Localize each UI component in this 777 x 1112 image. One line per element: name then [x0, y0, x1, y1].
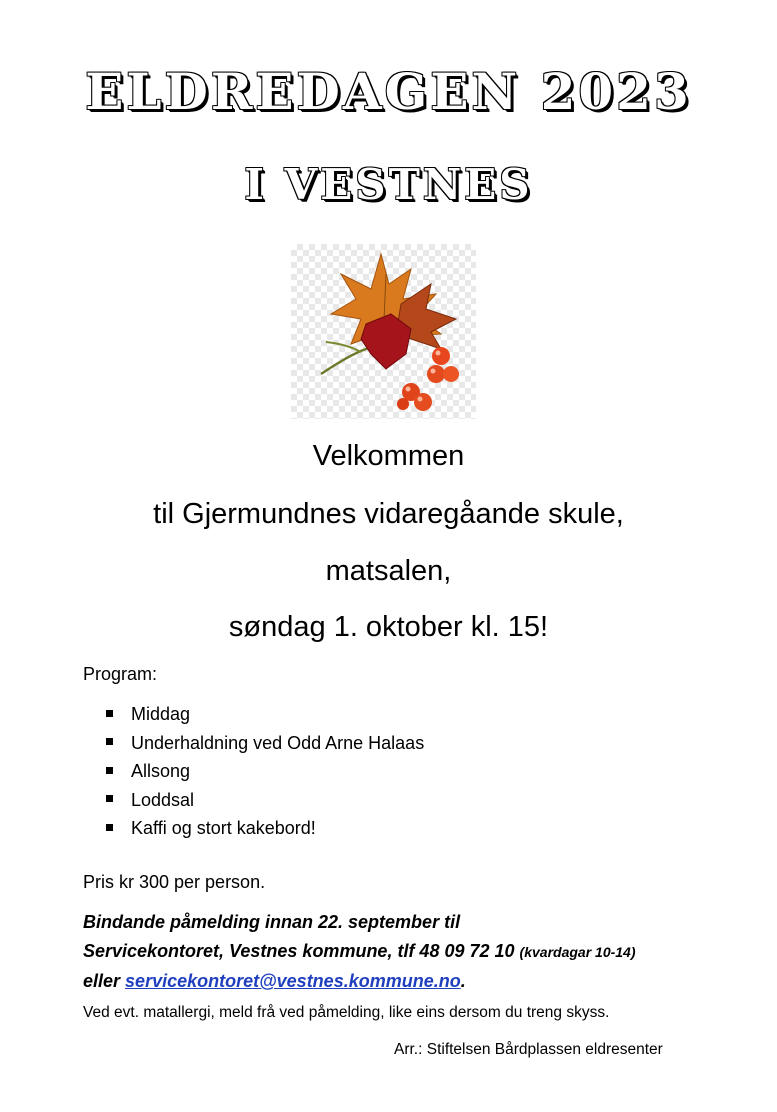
program-label: Program: — [83, 664, 158, 684]
bullet-icon — [106, 710, 113, 717]
list-item: Loddsal — [106, 786, 424, 815]
welcome-line-3: matsalen, — [325, 555, 452, 587]
registration-info — [83, 908, 636, 996]
allergy-note: Ved evt. matallergi, meld frå ved påmelding, like eins dersom du treng skyss. — [83, 1004, 610, 1021]
list-item: Middag — [106, 700, 424, 729]
welcome-line-4: søndag 1. oktober kl. 15! — [228, 611, 549, 643]
autumn-leaves-berries-icon — [291, 244, 476, 419]
bullet-icon — [106, 795, 113, 802]
office-hours: (kvardagar 10-14) — [519, 944, 636, 960]
bullet-icon — [106, 767, 113, 774]
registration-line-2: Servicekontoret, Vestnes kommune, tlf 48 09 72 10 (kvardagar 10-14) — [83, 941, 636, 961]
registration-line-3: eller servicekontoret@vestnes.kommune.no. — [83, 971, 466, 991]
organizer-text: Arr.: Stiftelsen Bårdplassen eldresenter — [394, 1041, 663, 1058]
bullet-icon — [106, 738, 113, 745]
email-link[interactable]: servicekontoret@vestnes.kommune.no — [125, 971, 461, 991]
price-text: Pris kr 300 per person. — [83, 872, 266, 892]
welcome-line-1: Velkommen — [312, 440, 465, 472]
welcome-line-2: til Gjermundnes vidaregåande skule, — [153, 498, 624, 530]
registration-line-1: Bindande påmelding innan 22. september til — [83, 912, 461, 932]
list-item: Kaffi og stort kakebord! — [106, 814, 424, 843]
bullet-icon — [106, 824, 113, 831]
program-list — [106, 700, 424, 843]
subtitle: I VESTNES — [244, 160, 533, 209]
main-title: ELDREDAGEN 2023 — [85, 62, 692, 121]
list-item: Allsong — [106, 757, 424, 786]
list-item: Underhaldning ved Odd Arne Halaas — [106, 729, 424, 758]
